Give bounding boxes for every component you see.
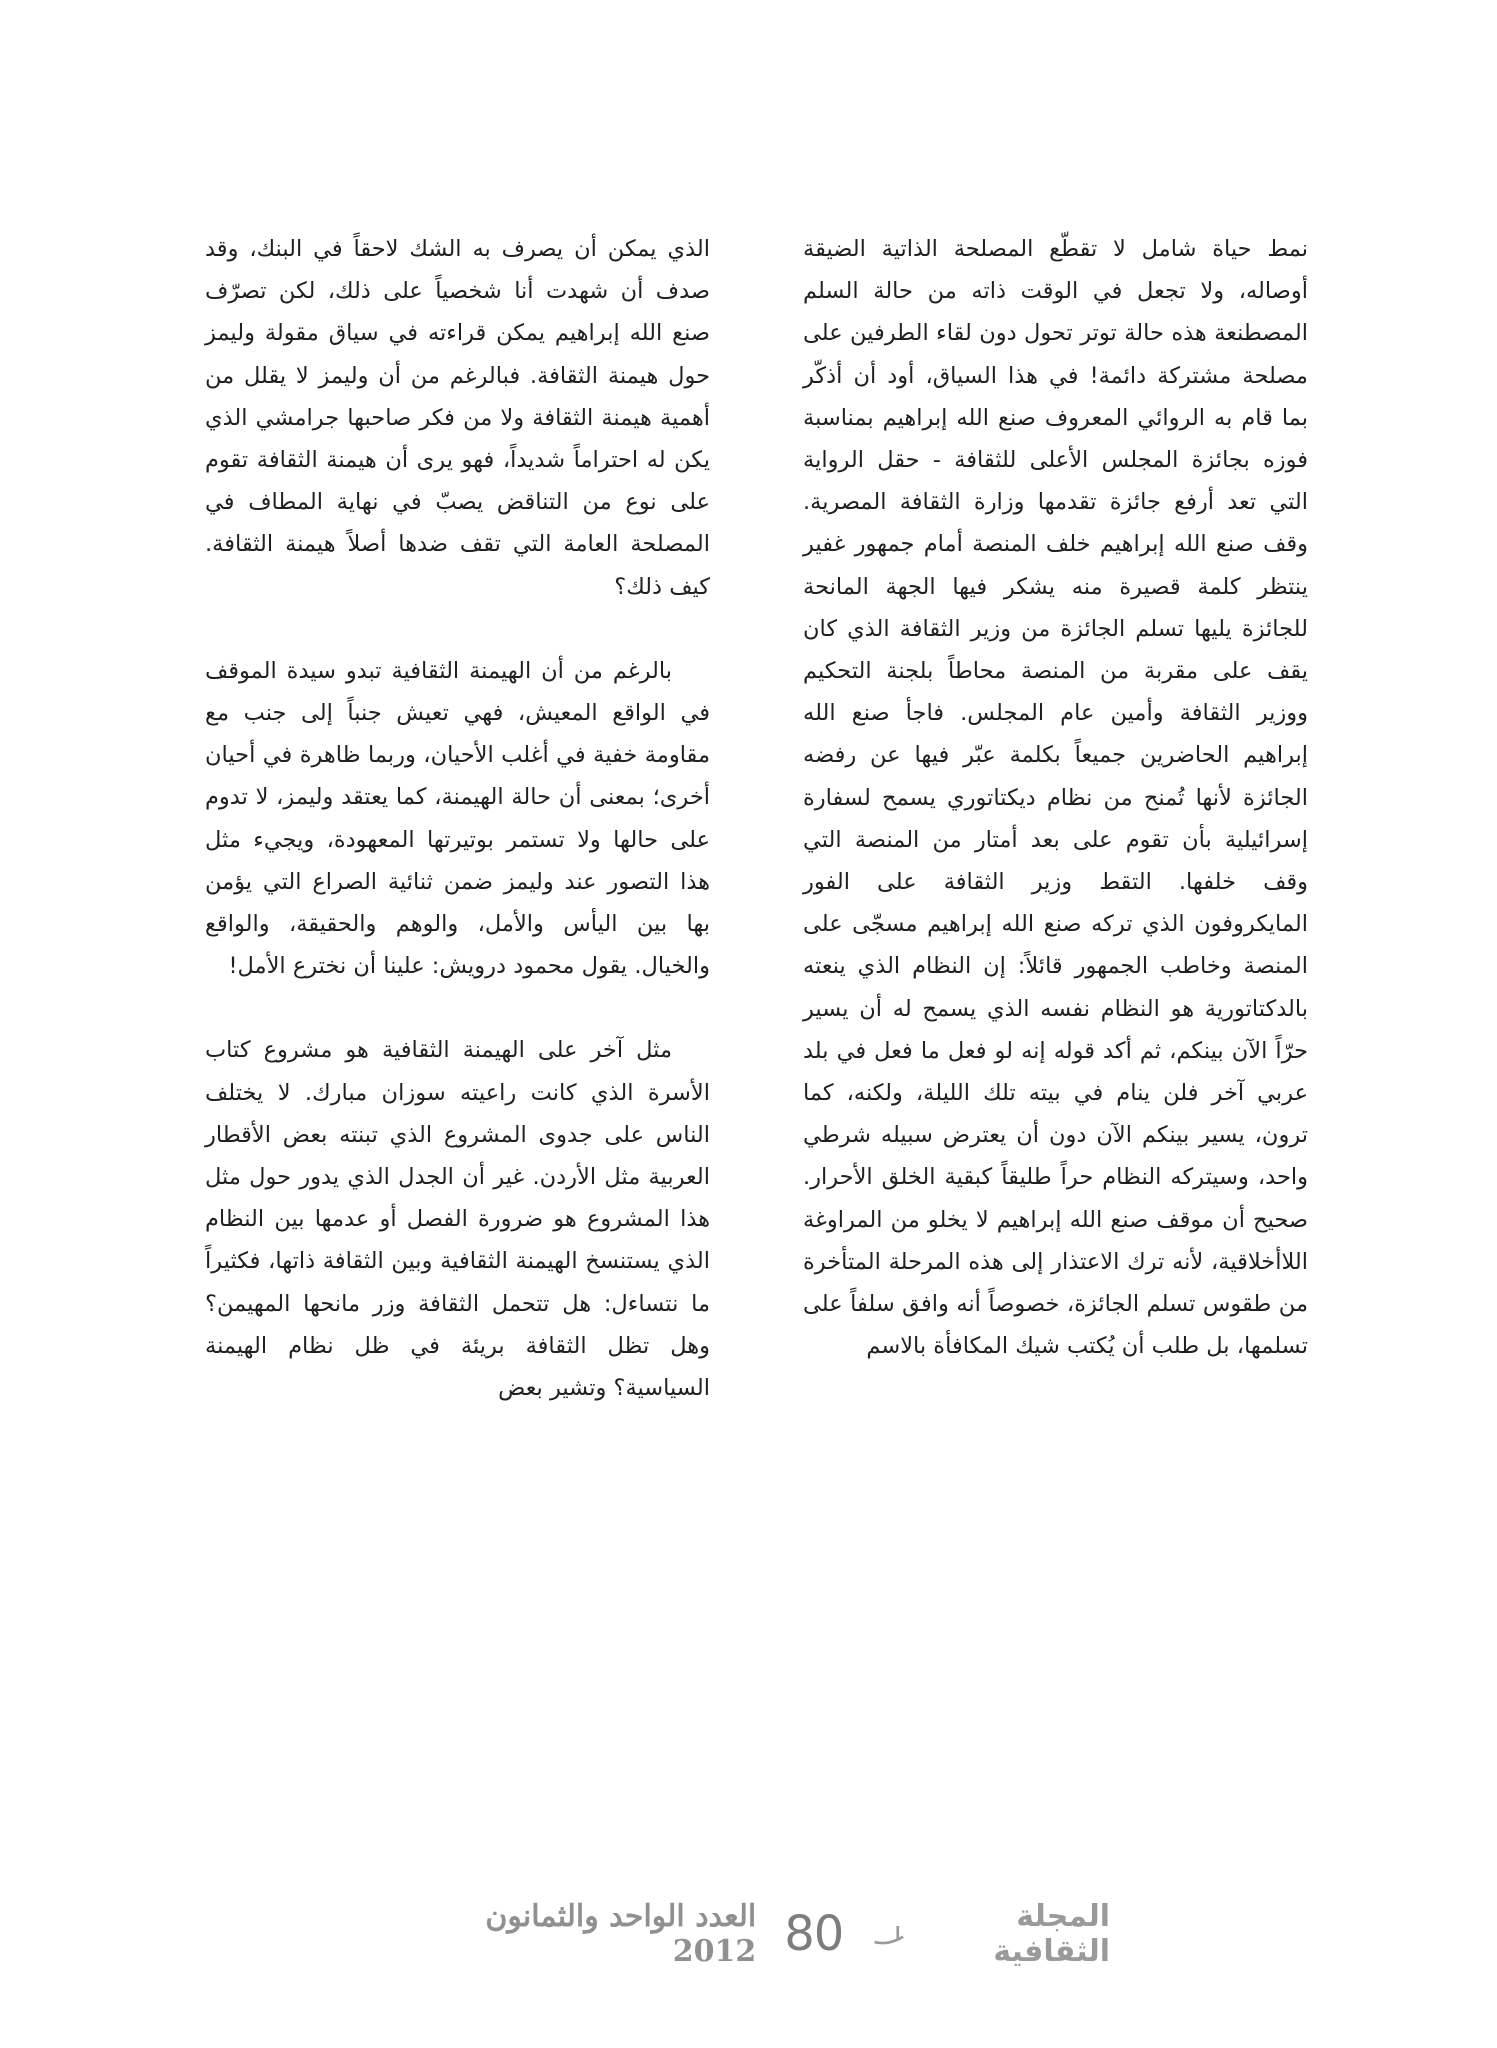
paragraph: الذي يمكن أن يصرف به الشك لاحقاً في البنك، وقد صدف أن شهدت أنا شخصياً على ذلك، لكن تصرّف صنع الله إبراهيم يمكن قراءته في سياق مقولة وليمز حول هيمنة الثقافة. فبالرغم من أن وليمز لا يقلل من أهمية هيمنة الثقافة ولا من فكر صاحبها جرامشي الذي يكن له احتراماً شديداً، فهو يرى أن هيمنة الثقافة تقوم على نوع من التناقض يصبّ في نهاية المطاف في المصلحة العامة التي تقف ضدها أصلاً هيمنة الثقافة. كيف ذلك؟ xyxy=(205,236,710,600)
magazine-logo-icon xyxy=(871,1919,907,1949)
paragraph-spacer xyxy=(205,608,710,650)
article-column-right xyxy=(803,228,1308,1367)
article-column-left xyxy=(205,228,710,1409)
page-number: 80 xyxy=(784,1906,844,1962)
issue-label: العدد الواحد والثمانون 2012 xyxy=(485,1899,757,1969)
paragraph: بالرغم من أن الهيمنة الثقافية تبدو سيدة الموقف في الواقع المعيش، فهي تعيش جنباً إلى جنب مع مقاومة خفية في أغلب الأحيان، وربما ظاهرة في أحيان أخرى؛ بمعنى أن حالة الهيمنة، كما يعتقد وليمز، لا تدوم على حالها ولا تستمر بوتيرتها المعهودة، ويجيء مثل هذا التصور عند وليمز ضمن ثنائية الصراع التي يؤمن بها بين اليأس والأمل، والوهم والحقيقة، والواقع والخيال. يقول محمود درويش: علينا أن نخترع الأمل! xyxy=(205,657,710,980)
paragraph: نمط حياة شامل لا تقطّع المصلحة الذاتية الضيقة أوصاله، ولا تجعل في الوقت ذاته من حالة السلم المصطنعة هذه حالة توتر تحول دون لقاء الطرفين على مصلحة مشتركة دائمة! في هذا السياق، أود أن أذكّر بما قام به الروائي المعروف صنع الله إبراهيم بمناسبة فوزه بجائزة المجلس الأعلى للثقافة - حقل الرواية التي تعد أرفع جائزة تقدمها وزارة الثقافة المصرية. وقف صنع الله إبراهيم خلف المنصة أمام جمهور غفير ينتظر كلمة قصيرة منه يشكر فيها الجهة المانحة للجائزة يليها تسلم الجائزة من وزير الثقافة الذي كان يقف على مقربة من المنصة محاطاً بلجنة التحكيم ووزير الثقافة وأمين عام المجلس. فاجأ صنع الله إبراهيم الحاضرين جميعاً بكلمة عبّر فيها عن رفضه الجائزة لأنها تُمنح من نظام ديكتاتوري يسمح لسفارة إسرائيلية بأن تقوم على بعد أمتار من المنصة التي وقف خلفها. التقط وزير الثقافة على الفور المايكروفون الذي تركه صنع الله إبراهيم مسجّى على المنصة وخاطب الجمهور قائلاً: إن النظام الذي ينعته بالدكتاتورية هو النظام نفسه الذي يسمح له أن يسير حرّاً الآن بينكم، ثم أكد قوله إنه لو فعل ما فعل في بلد عربي آخر فلن ينام في بيته تلك الليلة، ولكنه، كما ترون، يسير بينكم الآن دون أن يعترض سبيله شرطي واحد، وسيتركه النظام حراً طليقاً كبقية الخلق الأحرار. صحيح أن موقف صنع الله إبراهيم لا يخلو من المراوغة اللاأخلاقية، لأنه ترك الاعتذار إلى هذه المرحلة المتأخرة من طقوس تسلم الجائزة، خصوصاً أنه وافق سلفاً على تسلمها، بل طلب أن يُكتب شيك المكافأة بالاسم xyxy=(803,236,1308,1360)
page-footer xyxy=(430,1899,1110,1969)
magazine-brand xyxy=(871,1899,1110,1969)
magazine-title: المجلة الثقافية xyxy=(993,1899,1110,1969)
paragraph: مثل آخر على الهيمنة الثقافية هو مشروع كتاب الأسرة الذي كانت راعيته سوزان مبارك. لا يختلف الناس على جدوى المشروع الذي تبنته بعض الأقطار العربية مثل الأردن. غير أن الجدل الذي يدور حول مثل هذا المشروع هو ضرورة الفصل أو عدمها بين النظام الذي يستنسخ الهيمنة الثقافية وبين الثقافة ذاتها، فكثيراً ما نتساءل: هل تتحمل الثقافة وزر مانحها المهيمن؟ وهل تظل الثقافة بريئة في ظل نظام الهيمنة السياسية؟ وتشير بعض xyxy=(205,1037,710,1402)
paragraph-spacer xyxy=(205,987,710,1029)
